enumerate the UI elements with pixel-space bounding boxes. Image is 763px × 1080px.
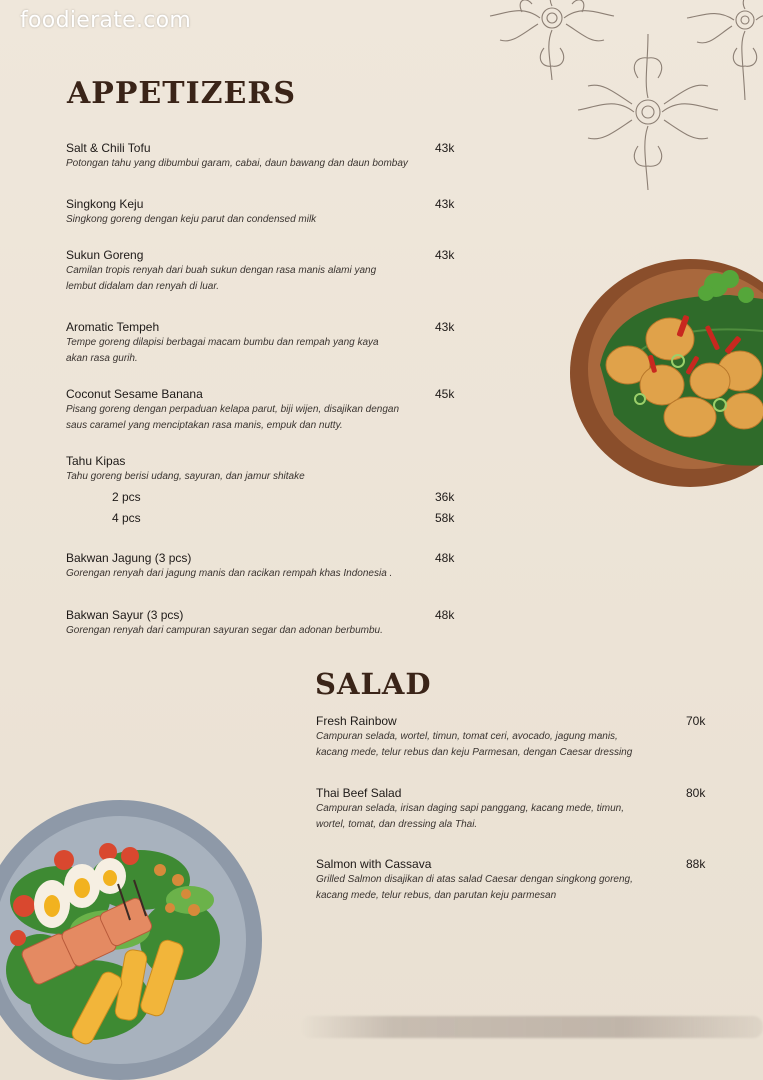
item-desc: kacang mede, telur rebus dan keju Parmesan, dengan Caesar dressing: [316, 747, 633, 758]
floral-ornament-icon: [470, 0, 763, 195]
item-price: 43k: [435, 320, 455, 334]
item-name: Aromatic Tempeh: [66, 320, 160, 334]
item-desc: Tahu goreng berisi udang, sayuran, dan jamur shitake: [66, 471, 305, 482]
item-price: 80k: [686, 786, 706, 800]
menu-item: [66, 320, 436, 367]
option-label: 2 pcs: [112, 490, 141, 504]
item-desc: lembut didalam dan renyah di luar.: [66, 281, 220, 292]
item-name: Tahu Kipas: [66, 454, 126, 468]
brush-stroke-decoration: [300, 1016, 763, 1038]
item-price: 48k: [435, 608, 455, 622]
item-name: Sukun Goreng: [66, 248, 144, 262]
item-desc: akan rasa gurih.: [66, 353, 138, 364]
item-price: 48k: [435, 551, 455, 565]
option-price: 36k: [435, 490, 455, 504]
watermark: foodierate.com: [20, 8, 192, 33]
item-price: 70k: [686, 714, 706, 728]
item-desc: Singkong goreng dengan keju parut dan condensed milk: [66, 214, 317, 225]
menu-item: [66, 608, 436, 639]
item-price: 88k: [686, 857, 706, 871]
item-price: 43k: [435, 197, 455, 211]
menu-item: [316, 714, 686, 761]
menu-item: [66, 197, 436, 228]
item-name: Salmon with Cassava: [316, 857, 432, 871]
fried-tofu-plate-image: [570, 255, 763, 495]
item-desc: saus caramel yang menciptakan rasa manis, empuk dan nutty.: [66, 420, 343, 431]
item-name: Thai Beef Salad: [316, 786, 402, 800]
option-label: 4 pcs: [112, 511, 141, 525]
item-price: 45k: [435, 387, 455, 401]
menu-item: [66, 387, 436, 434]
menu-item: [66, 141, 436, 172]
item-desc: kacang mede, telur rebus, dan parutan keju parmesan: [316, 890, 557, 901]
item-name: Bakwan Sayur (3 pcs): [66, 608, 184, 622]
item-desc: Gorengan renyah dari campuran sayuran segar dan adonan berbumbu.: [66, 625, 383, 636]
menu-item: [66, 551, 436, 582]
item-name: Salt & Chili Tofu: [66, 141, 151, 155]
item-desc: Camilan tropis renyah dari buah sukun dengan rasa manis alami yang: [66, 265, 377, 276]
item-desc: Campuran selada, wortel, timun, tomat ceri, avocado, jagung manis,: [316, 731, 618, 742]
item-name: Coconut Sesame Banana: [66, 387, 203, 401]
salmon-salad-plate-image: [0, 780, 262, 1080]
item-desc: Pisang goreng dengan perpaduan kelapa parut, biji wijen, disajikan dengan: [66, 404, 400, 415]
option-price: 58k: [435, 511, 455, 525]
item-name: Singkong Keju: [66, 197, 144, 211]
menu-item: [316, 857, 686, 904]
item-name: Fresh Rainbow: [316, 714, 397, 728]
section-title-salad: SALAD: [315, 667, 432, 701]
item-desc: Gorengan renyah dari jagung manis dan racikan rempah khas Indonesia .: [66, 568, 393, 579]
item-name: Bakwan Jagung (3 pcs): [66, 551, 192, 565]
menu-item: [66, 248, 436, 295]
item-desc: Campuran selada, irisan daging sapi panggang, kacang mede, timun,: [316, 803, 624, 814]
item-price: 43k: [435, 248, 455, 262]
item-desc: Grilled Salmon disajikan di atas salad Caesar dengan singkong goreng,: [316, 874, 633, 885]
item-desc: Tempe goreng dilapisi berbagai macam bumbu dan rempah yang kaya: [66, 337, 379, 348]
menu-item: [66, 454, 436, 485]
menu-item: [316, 786, 686, 833]
item-desc: wortel, tomat, dan dressing ala Thai.: [316, 819, 478, 830]
item-price: 43k: [435, 141, 455, 155]
section-title-appetizers: APPETIZERS: [67, 76, 296, 111]
item-desc: Potongan tahu yang dibumbui garam, cabai, daun bawang dan daun bombay: [66, 158, 408, 169]
